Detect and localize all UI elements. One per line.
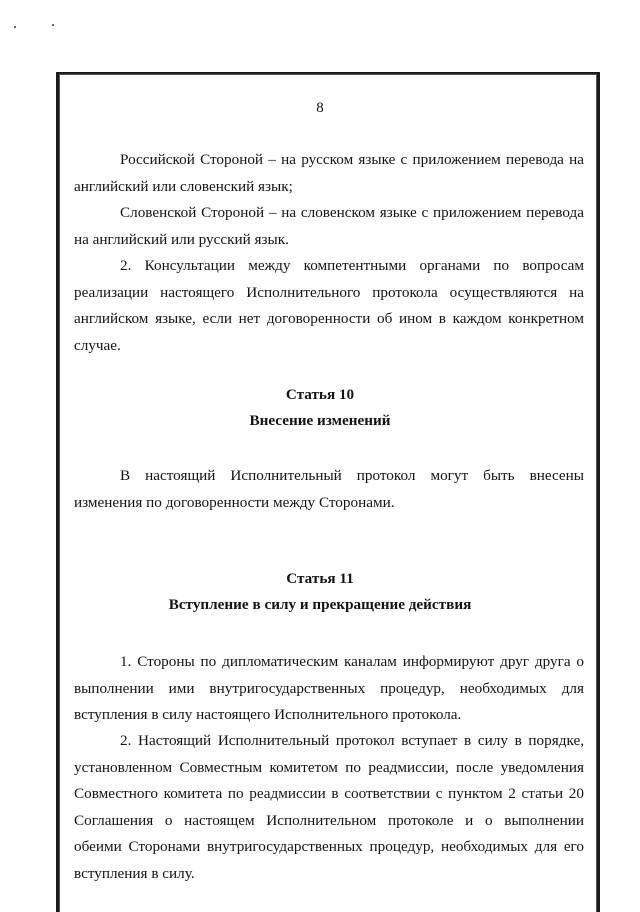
paragraph-line: реализации настоящего Исполнительного протокола осуществляются на: [74, 283, 584, 301]
paragraph-line: Совместного комитета по реадмиссии в соответствии с пунктом 2 статьи 20: [74, 785, 584, 802]
paragraph-line: Словенской Стороной – на словенском языке с приложением перевода: [120, 204, 584, 221]
paragraph-line: 2. Настоящий Исполнительный протокол вступает в силу в порядке,: [120, 732, 584, 749]
article-10-title: Внесение изменений: [249, 412, 391, 429]
paragraph-line: В настоящий Исполнительный протокол могут быть внесены: [120, 467, 584, 484]
paragraph-consultations: [74, 253, 584, 359]
paragraph-russian-side: [74, 147, 584, 200]
paragraph-line: 2. Консультации между компетентными органами по вопросам: [120, 257, 584, 274]
paragraph-line: обеими Сторонами внутригосударственных процедур, необходимых для его: [74, 838, 584, 855]
scan-speck: [14, 26, 16, 28]
paragraph-line: Российской Стороной – на русском языке с приложением перевода на: [120, 151, 584, 168]
paragraph-line: 1. Стороны по дипломатическим каналам информируют друг друга о: [120, 653, 584, 670]
article-11-paragraph-1: [74, 649, 584, 729]
paragraph-line: вступления в силу настоящего Исполнительного протокола.: [74, 706, 462, 723]
article-11-number: Статья 11: [286, 570, 354, 587]
paragraph-line: английском языке, если нет договоренности об ином в каждом конкретном: [74, 310, 584, 327]
paragraph-line: изменения по договоренности между Сторонами.: [74, 493, 395, 511]
paragraph-line: английский или словенский язык;: [74, 177, 293, 195]
article-11-title: Вступление в силу и прекращение действия: [168, 596, 472, 613]
paragraph-line: установленном Совместным комитетом по реадмиссии, после уведомления: [74, 758, 584, 776]
article-11-paragraph-2: [74, 728, 584, 887]
paragraph-slovenian-side: [74, 200, 584, 253]
article-10-paragraph: [74, 463, 584, 516]
paragraph-line: вступления в силу.: [74, 864, 195, 882]
paragraph-line: на английский или русский язык.: [74, 230, 289, 248]
paragraph-line: Соглашения о настоящем Исполнительном протоколе и о выполнении: [74, 811, 584, 829]
paragraph-line: выполнении ими внутригосударственных процедур, необходимых для: [74, 679, 584, 697]
scan-speck: [52, 24, 54, 26]
paragraph-line: случае.: [74, 336, 121, 354]
article-10-number: Статья 10: [285, 386, 355, 403]
page-number: 8: [316, 100, 324, 116]
